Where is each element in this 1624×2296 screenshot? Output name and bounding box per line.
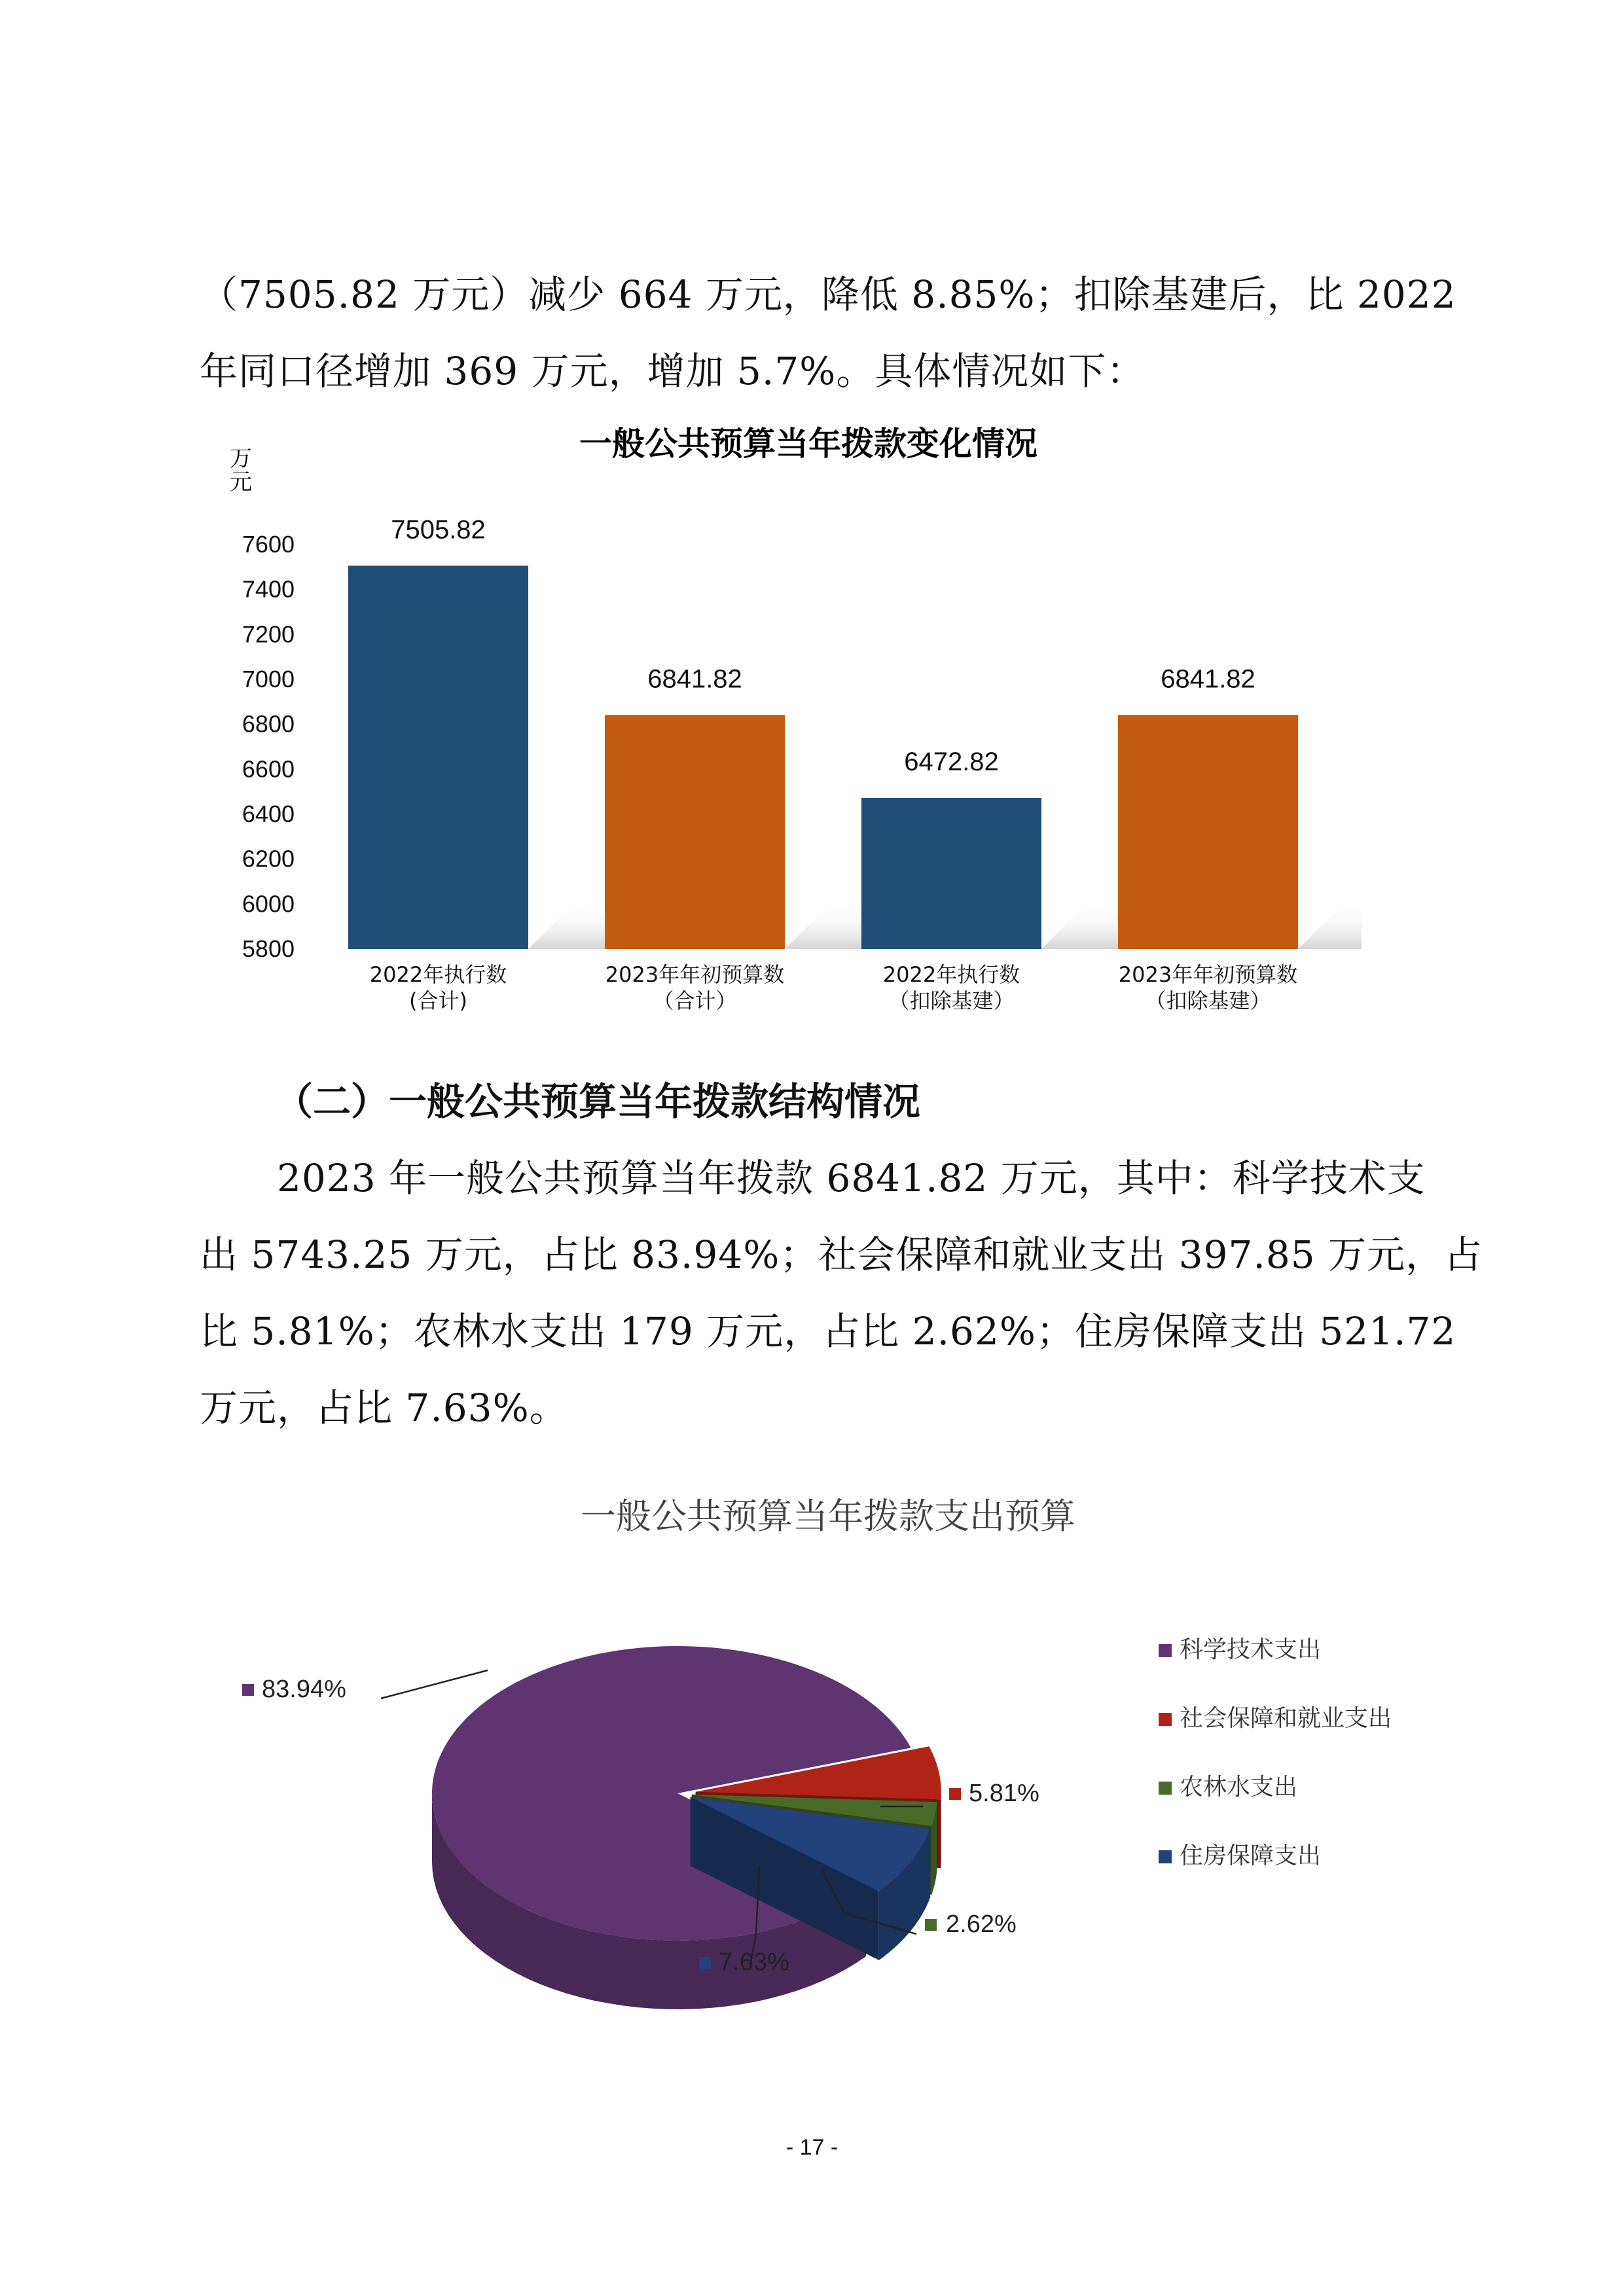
paragraph-1-line-2: 年同口径增加 369 万元，增加 5.7%。具体情况如下：	[200, 349, 1146, 393]
y-tick-label: 6000	[242, 890, 295, 918]
bar-4	[1118, 715, 1298, 949]
paragraph-2	[200, 1140, 1483, 1446]
y-tick-label: 5800	[242, 935, 295, 962]
paragraph-1-line-1: （7505.82 万元）减少 664 万元，降低 8.85%；扣除基建后，比 2022	[200, 272, 1456, 317]
pie-label-swatch	[949, 1788, 961, 1800]
bar-value-label: 6841.82	[647, 664, 742, 694]
y-tick-label: 6400	[242, 800, 295, 827]
y-tick-label: 6800	[242, 710, 295, 738]
category-label-line-2: (合计)	[409, 988, 467, 1013]
category-label-line-2: （合计）	[653, 988, 737, 1013]
bar-chart-bars	[348, 565, 1298, 949]
bar-chart-y-unit-1: 万	[230, 446, 252, 472]
bar-chart-title: 一般公共预算当年拨款变化情况	[579, 425, 1038, 463]
legend-swatch	[1159, 1713, 1172, 1726]
legend-label: 农林水支出	[1180, 1774, 1298, 1801]
pie-chart-legend	[1159, 1636, 1392, 1869]
pie-percent-label: 83.94%	[262, 1676, 346, 1703]
legend-label: 住房保障支出	[1180, 1842, 1322, 1869]
category-label-line-1: 2022年执行数	[882, 962, 1020, 987]
paragraph-1	[200, 257, 1456, 410]
bar-chart-svg	[196, 419, 1362, 1034]
category-label-line-1: 2023年年初预算数	[1118, 962, 1298, 987]
bar-3	[861, 798, 1041, 949]
y-tick-label: 7600	[242, 531, 295, 558]
legend-label: 科学技术支出	[1180, 1636, 1322, 1663]
bar-1	[348, 565, 528, 949]
pie-chart-body	[432, 1646, 941, 2009]
bar-chart-y-ticks	[242, 531, 295, 962]
pie-label-swatch	[699, 1957, 711, 1969]
paragraph-2-line-4: 万元，占比 7.63%。	[200, 1386, 568, 1430]
pie-percent-label: 7.63%	[719, 1948, 789, 1976]
bar-value-label: 7505.82	[391, 515, 486, 545]
bar-chart-y-unit-2: 元	[230, 469, 252, 495]
page-number: - 17 -	[785, 2135, 839, 2160]
y-tick-label: 6200	[242, 845, 295, 872]
pie-chart-title: 一般公共预算当年拨款支出预算	[581, 1496, 1075, 1537]
paragraph-2-line-3: 比 5.81%；农林水支出 179 万元，占比 2.62%；住房保障支出 521.72	[200, 1309, 1456, 1354]
bar-value-label: 6472.82	[904, 747, 999, 776]
pie-chart	[196, 1473, 1427, 2029]
pie-leader-line	[381, 1670, 488, 1698]
pie-percent-label: 5.81%	[969, 1780, 1039, 1807]
paragraph-2-line-2: 出 5743.25 万元，占比 83.94%；社会保障和就业支出 397.85 万元，占	[200, 1232, 1483, 1277]
legend-label: 社会保障和就业支出	[1180, 1705, 1392, 1732]
y-tick-label: 6600	[242, 755, 295, 783]
y-tick-label: 7400	[242, 575, 295, 603]
legend-swatch	[1159, 1782, 1172, 1795]
bar-chart-categories	[370, 962, 1297, 1013]
category-label-line-2: （扣除基建）	[1145, 988, 1271, 1013]
pie-label-swatch	[242, 1684, 254, 1696]
section-heading: （二）一般公共预算当年拨款结构情况	[275, 1079, 921, 1124]
legend-swatch	[1159, 1644, 1172, 1657]
y-tick-label: 7000	[242, 666, 295, 692]
legend-swatch	[1159, 1850, 1172, 1863]
pie-label-swatch	[925, 1919, 937, 1931]
bar-shadow	[1298, 903, 1362, 949]
paragraph-2-line-1: 2023 年一般公共预算当年拨款 6841.82 万元，其中：科学技术支	[277, 1156, 1426, 1200]
category-label-line-2: （扣除基建）	[888, 988, 1015, 1013]
pie-chart-svg	[196, 1473, 1427, 2029]
bar-2	[605, 715, 785, 949]
pie-percent-label: 2.62%	[946, 1910, 1017, 1938]
y-tick-label: 7200	[242, 620, 295, 648]
category-label-line-1: 2022年执行数	[369, 962, 507, 987]
bar-chart	[196, 419, 1362, 1034]
bar-value-label: 6841.82	[1161, 664, 1255, 694]
category-label-line-1: 2023年年初预算数	[605, 962, 785, 987]
